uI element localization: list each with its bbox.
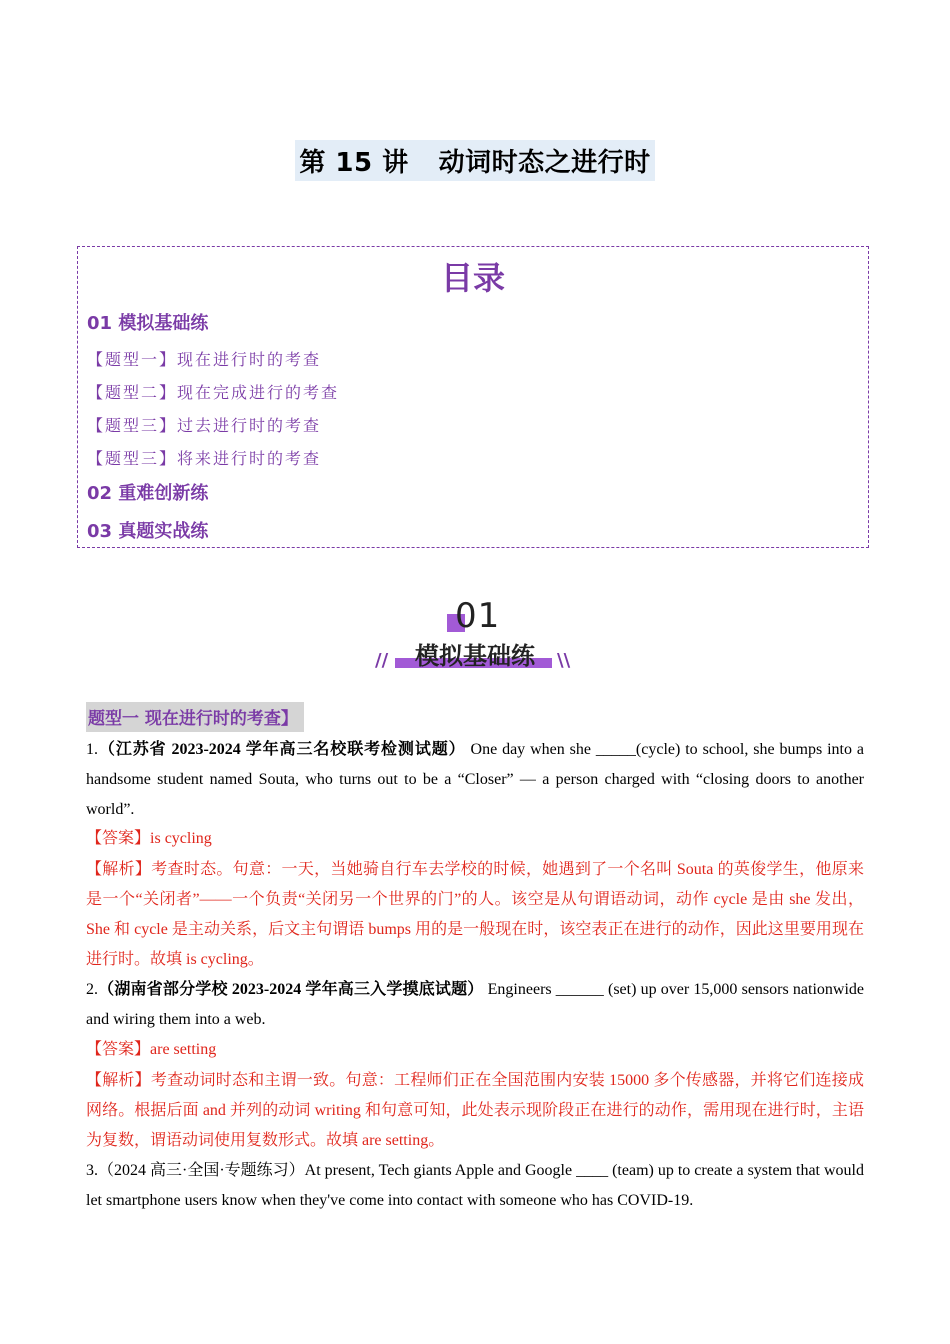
- question-type-heading: 题型一 现在进行时的考查】: [86, 702, 304, 732]
- table-of-contents: [77, 246, 869, 548]
- question-2: [86, 975, 864, 1035]
- analysis-tag: 【解析】: [86, 861, 152, 878]
- toc-section-01[interactable]: 01 模拟基础练: [87, 313, 209, 334]
- answer-text: are setting: [150, 1041, 217, 1058]
- toc-section-02[interactable]: 02 重难创新练: [87, 483, 209, 504]
- question-stem: Engineers ______ (set) up over 15,000 sensors nationwide and wiring them into a web.: [86, 981, 864, 1028]
- lesson-topic: 动词时态之进行时: [438, 148, 651, 178]
- analysis-tag: 【解析】: [86, 1072, 151, 1089]
- toc-section-03[interactable]: 03 真题实战练: [87, 521, 209, 542]
- question-source: （湖南省部分学校 2023-2024 学年高三入学摸底试题）: [98, 981, 484, 998]
- answer-text: is cycling: [150, 830, 212, 847]
- question-source: （2024 高三·全国·专题练习）: [98, 1162, 305, 1179]
- section-badge: [0, 596, 950, 676]
- question-number: 3.: [86, 1162, 98, 1179]
- toc-item-type-2[interactable]: 【题型二】现在完成进行的考查: [87, 383, 340, 402]
- section-label: 模拟基础练: [415, 642, 535, 670]
- question-stem: One day when she _____(cycle) to school, she bumps into a handsome student named Souta, who turns out to be a “Closer” — a person charged with “closing doors to another world”.: [86, 741, 865, 818]
- right-slash-decoration: \\: [557, 650, 571, 671]
- toc-heading: 目录: [440, 259, 505, 297]
- question-number: 2.: [86, 981, 98, 998]
- toc-item-type-3[interactable]: 【题型三】过去进行时的考查: [87, 416, 322, 435]
- lesson-number: 第 15 讲: [299, 148, 409, 178]
- answer-1: [86, 824, 864, 854]
- question-number: 1.: [86, 741, 98, 758]
- analysis-text: 考查时态。句意：一天，当她骑自行车去学校的时候，她遇到了一个名叫 Souta 的英俊学生，他原来是一个“关闭者”——一个负责“关闭另一个世界的门”的人。该空是从句谓语动词，动作 cycle 是由 she 发出，She 和 cycle 是主动关系，后文主句谓语 bumps 用的是一般现在时，该空表正在进行的动作，因此这里要用现在进行时。故填 is cycling。: [86, 861, 864, 968]
- answer-tag: 【答案】: [86, 830, 151, 847]
- analysis-text: 考查动词时态和主谓一致。句意：工程师们正在全国范围内安装 15000 多个传感器，并将它们连接成网络。根据后面 and 并列的动词 writing 和句意可知，此处表示现阶段正在进行的动作，需用现在进行时，主语为复数，谓语动词使用复数形式。故填 are setting。: [86, 1072, 864, 1149]
- toc-item-type-4[interactable]: 【题型三】将来进行时的考查: [87, 449, 322, 468]
- answer-tag: 【答案】: [86, 1041, 151, 1058]
- lesson-title-wrap: [0, 140, 950, 181]
- lesson-title: [295, 140, 654, 181]
- toc-item-type-1[interactable]: 【题型一】现在进行时的考查: [87, 350, 322, 369]
- analysis-2: [86, 1066, 864, 1156]
- section-number: 01: [455, 596, 501, 636]
- left-slash-decoration: //: [375, 650, 389, 671]
- analysis-1: [86, 855, 864, 975]
- question-source: （江苏省 2023-2024 学年高三名校联考检测试题）: [98, 741, 466, 758]
- question-stem: At present, Tech giants Apple and Google ____ (team) up to create a system that would let smartphone users know when they've come into contact with someone who has COVID-19.: [86, 1162, 864, 1209]
- question-3: [86, 1156, 864, 1216]
- answer-2: [86, 1035, 864, 1065]
- question-1: [86, 735, 864, 825]
